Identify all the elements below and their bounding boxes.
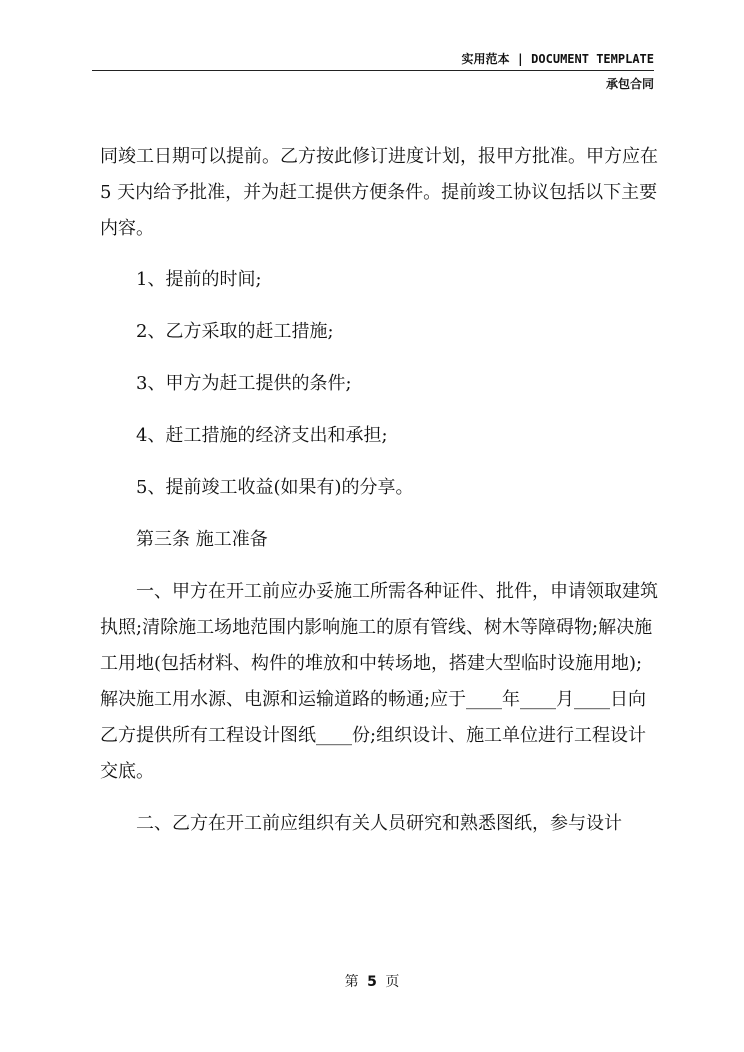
list-item: 2、乙方采取的赶工措施; bbox=[136, 321, 334, 342]
page-number: 5 bbox=[367, 974, 377, 990]
footer-suffix: 页 bbox=[385, 974, 400, 990]
body-paragraph-3: 二、乙方在开工前应组织有关人员研究和熟悉图纸，参与设计 bbox=[136, 813, 622, 834]
list-item: 1、提前的时间; bbox=[136, 269, 262, 290]
page-header bbox=[92, 50, 654, 94]
list-item: 5、提前竣工收益(如果有)的分享。 bbox=[136, 477, 414, 498]
header-title: 实用范本 | DOCUMENT TEMPLATE bbox=[461, 52, 654, 66]
page-footer bbox=[0, 972, 744, 992]
body-paragraph-2: 一、甲方在开工前应办妥施工所需各种证件、批件，申请领取建筑执照;清除施工场地范围内影响施工的原有管线、树木等障碍物;解决施工用地(包括材料、构件的堆放和中转场地，搭建大型临时设施用地);解决施工用水源、电源和运输道路的畅通;应于____年____月____日向乙方提供所有工程设计图纸____份;组织设计、施工单位进行工程设计交底。 bbox=[100, 581, 658, 782]
section-title: 第三条 施工准备 bbox=[136, 529, 268, 550]
body-paragraph-1: 同竣工日期可以提前。乙方按此修订进度计划，报甲方批准。甲方应在 5 天内给予批准，并为赶工提供方便条件。提前竣工协议包括以下主要内容。 bbox=[100, 146, 658, 239]
header-subtitle: 承包合同 bbox=[605, 77, 654, 91]
list-item: 3、甲方为赶工提供的条件; bbox=[136, 373, 352, 394]
header-divider bbox=[92, 70, 654, 71]
document-body bbox=[100, 139, 660, 842]
list-item: 4、赶工措施的经济支出和承担; bbox=[136, 425, 388, 446]
footer-prefix: 第 bbox=[344, 974, 359, 990]
